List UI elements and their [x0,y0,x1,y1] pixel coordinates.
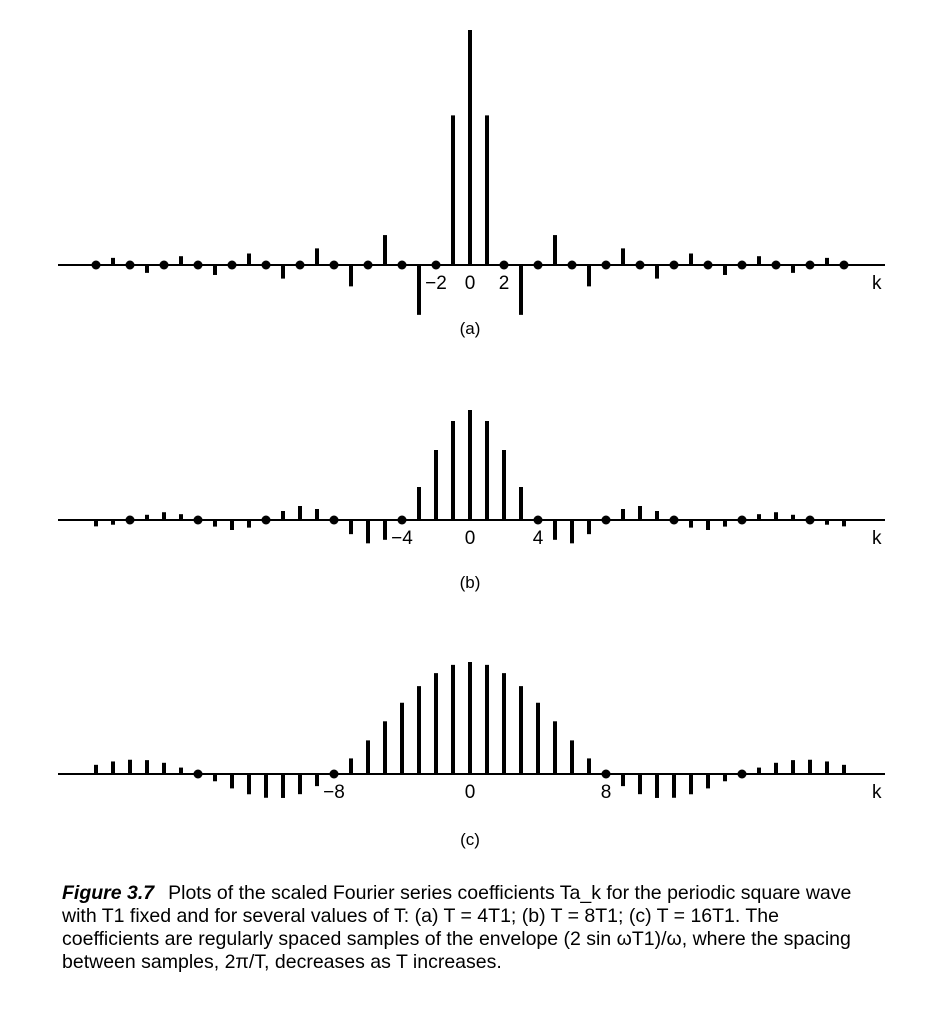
zero-sample-dot [330,516,339,525]
zero-sample-dot [398,261,407,270]
zero-sample-dot [534,516,543,525]
zero-sample-dot [92,261,101,270]
zero-sample-dot [738,261,747,270]
zero-sample-dot [228,261,237,270]
caption-figure-label: Figure 3.7 [62,882,155,904]
zero-sample-dot [840,261,849,270]
zero-sample-dot [398,516,407,525]
zero-sample-dot [262,516,271,525]
zero-sample-dot [296,261,305,270]
zero-sample-dot [160,261,169,270]
zero-sample-dot [806,261,815,270]
tick-label: 0 [464,782,476,803]
zero-sample-dot [432,261,441,270]
zero-sample-dot [534,261,543,270]
zero-sample-dot [602,261,611,270]
zero-sample-dot [636,261,645,270]
panel-label: (c) [460,830,480,849]
zero-sample-dot [126,516,135,525]
zero-sample-dot [568,261,577,270]
panel-b [58,410,885,592]
x-axis-label: k [872,273,882,294]
zero-sample-dot [364,261,373,270]
zero-sample-dot [330,261,339,270]
zero-sample-dot [602,516,611,525]
zero-sample-dot [126,261,135,270]
tick-label: −8 [323,782,345,803]
x-axis-label: k [872,528,882,549]
zero-sample-dot [262,261,271,270]
tick-label: 8 [600,782,612,803]
tick-label: 0 [464,273,476,294]
zero-sample-dot [738,770,747,779]
zero-sample-dot [330,770,339,779]
panel-c [58,662,885,849]
zero-sample-dot [500,261,509,270]
zero-sample-dot [670,516,679,525]
tick-label: 4 [532,528,544,549]
zero-sample-dot [738,516,747,525]
tick-label: −4 [391,528,413,549]
zero-sample-dot [194,261,203,270]
zero-sample-dot [670,261,679,270]
zero-sample-dot [194,516,203,525]
caption-text: Plots of the scaled Fourier series coefficients Ta_k for the periodic square wave with T1 fixed and for several values of T: (a) T = 4T1; (b) T = 8T1; (c) T = 16T1. The coefficients are regularly spaced samples of the envelope (2 sin ωT1)/ω, where the spacing between samples, 2π/T, decreases as T increases. [62,882,852,973]
zero-sample-dot [806,516,815,525]
zero-sample-dot [602,770,611,779]
panel-label: (a) [459,319,481,338]
zero-sample-dot [772,261,781,270]
figure-caption [62,882,862,974]
zero-sample-dot [704,261,713,270]
tick-label: 0 [464,528,476,549]
x-axis-label: k [872,782,882,803]
tick-label: −2 [425,273,447,294]
zero-sample-dot [194,770,203,779]
tick-label: 2 [498,273,510,294]
panel-a [58,30,885,338]
panel-label: (b) [459,573,481,592]
